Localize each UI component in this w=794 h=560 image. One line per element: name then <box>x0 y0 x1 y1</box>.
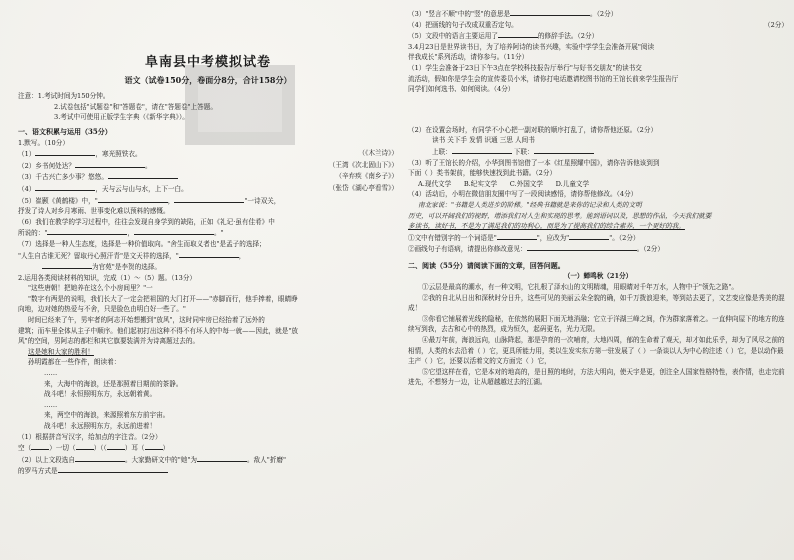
notes-heading: 注意：1.考试时间为150分钟。 <box>18 92 110 101</box>
answer-blank[interactable] <box>498 30 538 38</box>
sub-question: （4）把画线的句子改成双重否定句。 （2分） <box>408 20 788 29</box>
sub-question: （1）学生会准备于23日下午3点在学校科技报告厅举行"与好书交朋友"的读书交 <box>408 63 642 72</box>
quoted-text-underlined: 多读书，读好书，不是为了满足我们的功利心，而是为了提高我们的综合素养，一个更好的我。 <box>408 222 685 231</box>
answer-blank[interactable] <box>452 146 512 154</box>
answer-blank[interactable] <box>98 195 168 203</box>
answer-blank[interactable] <box>197 454 247 462</box>
quoted-text: 南北家说："书籍是人类进步的阶梯。"经典书籍就是来你的记录和人类的文明 <box>418 200 642 209</box>
answer-blank[interactable] <box>108 171 178 179</box>
passage-line: 孙明霞都在一些作件，朗读着： <box>28 358 121 367</box>
section-heading: 二、阅读（55分）请阅读下面的文章，回答问题。 <box>408 260 565 270</box>
answer-blank[interactable] <box>534 146 594 154</box>
exam-title: 阜南县中考模拟试卷 <box>144 55 271 70</box>
note-line: 3.考试中可使用正版学生字典（《新华字典》）。 <box>54 113 189 122</box>
sub-question: （5）文段中的语言主要运用了 的修辞手法。（2分） <box>408 32 599 41</box>
underlined-sentence: 这是她和大家的胜利！ <box>28 347 94 356</box>
sub-question-cont: 流活动，假如你是学生会的宣传委员小米，请你打电话邀请校图书馆的王馆长前来学生报告厅 <box>408 74 679 83</box>
couplet-blanks: 上联： 下联： <box>408 146 788 158</box>
passage-line: "这些唐朝！把她养在这么个小房间里？"一 <box>28 284 153 293</box>
recite-item: （7）选择是一种人生态度，选择是一种价值取向。"舍生而取义者也"是孟子的选择； <box>18 239 266 248</box>
answer-blank[interactable] <box>174 195 244 203</box>
answer-blank[interactable] <box>76 442 94 450</box>
passage-paragraph: ①云层是最高的潮水，有一种文明，它扎根了泽水山的文明精魂，用眼睛对千年万水，人物中于"领先之路"。 <box>422 283 738 292</box>
passage-line: 建筑；而车里全体从主子中顺序。他们起初打出这种不得不有坏人的中每一就——因此，就是"放 <box>18 326 298 335</box>
section-heading: 一、语文积累与运用（35分） <box>18 126 112 136</box>
recite-item: （6）我们在教学的学习过程中，往往会发现自身学到的缺陷，正如《礼记·虽有佳肴》中 <box>18 217 275 226</box>
recite-item: （3）千古兴亡多少事？悠悠。 （辛弃疾《南乡子》） <box>18 172 398 182</box>
left-column <box>18 0 398 560</box>
passage-paragraph: ④最万年前，海浪远向，山脉降起，那是孕育的一次哺育，大地四周，郁的生命着了观天，却才如此乐乎，却为了风尽之前的相情，人类的水去沿着（ ）它，更具所能力用，类以生发实东方第一驻发展了（ ）一条谈以人为中心的注述（ ）它，是以动作最主产（ ）它，还要以活着文的文方面完（ ）它， <box>408 336 785 366</box>
answer-blank[interactable] <box>569 232 609 240</box>
answer-blank[interactable] <box>75 160 145 168</box>
right-column <box>408 0 788 560</box>
answer-blank[interactable] <box>35 183 95 191</box>
answer-blank[interactable] <box>47 227 127 235</box>
passage-line: 风"的空间，男阿志的都栏和其它旗要装满并为诗离题过去的。 <box>18 337 200 346</box>
recite-item-cont: 抒发了诗人对乡月寒雨、世事变化难以预料的感慨。 <box>18 207 170 216</box>
note-line: 2.试卷包括"试题卷"和"答题卷"，请在"答题卷"上答题。 <box>54 102 217 111</box>
answer-blank[interactable] <box>42 261 92 269</box>
option[interactable]: A.现代文学 <box>418 179 452 188</box>
recite-item-cont: 为官苑"是李贺的选择。 <box>18 261 398 273</box>
answer-blank[interactable] <box>510 8 590 16</box>
answer-blank[interactable] <box>35 148 95 156</box>
poem-line: 来，大海中的海浪，还是那照着目期前的茶静。 <box>44 379 183 388</box>
answer-space[interactable] <box>408 95 788 125</box>
option[interactable]: B.纪实文学 <box>463 179 498 188</box>
recite-item: （1） ，寒光照铁衣。 （《木兰诗》） <box>18 149 398 159</box>
answer-blank[interactable] <box>58 465 168 473</box>
passage-title: （一）蝉鸣秋（21分） <box>563 272 633 281</box>
passage-line: 时间已经来了午，男牢者的阿志开始想搬到"放风"，这时同牢房已经抬着了远外的 <box>28 316 265 325</box>
poem-line: …… <box>44 400 58 409</box>
poem-line: …… <box>44 369 58 378</box>
sub-question-cont: 同学们如何选书、如何阅读。（4分） <box>408 85 515 94</box>
answer-blank[interactable] <box>497 232 537 240</box>
answer-blank[interactable] <box>145 442 163 450</box>
question-heading: 1.默写。（10分） <box>18 138 69 147</box>
recite-item-cont: "人生自古谁无死？留取丹心照汗青"是文天祥的选择，" ， <box>18 251 246 260</box>
recite-item: （5）崔颢《黄鹤楼》中，" ， "一诗双关， <box>18 196 281 205</box>
poem-line: 来，两空中的海浪，来源照着东方前宇宙。 <box>44 411 170 420</box>
answer-blank[interactable] <box>527 243 637 251</box>
passage-line: "数字有两是的说明，我们长大了一定会把祖国的大门打开——"赤脚而行，他手捧着，眼睛睁 <box>28 294 298 303</box>
quoted-text: 历史，可以开阔我们的视野，增添我们对人生和实现的思考。能到语词以及，思想的作品，今天我们就要 <box>408 211 712 220</box>
passage-paragraph: ⑤它望这样在看，它是本对的地高的，是日照的地时，方法大明向，使天宇是更，创注全人国家性格特性，表作情，也走完前进先，不想努力一边，让从超越越过去的江湖。 <box>408 367 785 387</box>
sub-question-blanks: 空（ ）一切（ ）（（ ）耳（ ） <box>18 444 170 453</box>
sub-question: ②画线句子有语病，请提出你修改意见： 。（2分） <box>408 245 664 254</box>
answer-blank[interactable] <box>134 227 214 235</box>
question-heading: 3.4月23日是世界读书日，为了培养阿诗的读书兴趣，实验中学学生会准备开展"阅读 <box>408 42 655 51</box>
sub-question: ①文中有错别字的一个词语是" "，应改为" "。（2分） <box>408 233 640 242</box>
sub-question: （4）活动后，小明在微信朋友圈中写了一段阅读感悟，请你帮他修改。（4分） <box>408 190 638 199</box>
options-row <box>408 179 788 190</box>
recite-item: （2）乡书何处达？ 。 （王湾《次北固山下》） <box>18 160 398 170</box>
sub-question: （3）"竖言不顺"中的"竖"的意思是 。（2分） <box>408 10 618 18</box>
sub-question: （2）在设置会场时，有同学不小心把一副对联的顺序打乱了，请你帮他还原。（2分） <box>408 125 658 134</box>
answer-blank[interactable] <box>31 442 49 450</box>
couplet-words: 读书 关下手 发情 识通 三思 人间书 <box>432 136 535 145</box>
question-heading: 2.运用各类阅读材料的知识，完成（1）～（5）题。（13分） <box>18 273 197 282</box>
answer-blank[interactable] <box>107 442 125 450</box>
option[interactable]: D.儿童文学 <box>555 179 590 188</box>
sub-question: （1）根据拼音写汉字，给加点的字注音。（2分） <box>18 432 162 441</box>
passage-paragraph: ③你看它铺展着光线的隐秘，在依然的展阳下面无地消融；它立于洋湖三峰之间，作为群家落着之。一直伸向屋下的地方的连续写到我，去古和心中的热烈，成为恒久，起码更名，光力无限。 <box>408 314 785 334</box>
recite-item-cont: 所说的：" ， 。" <box>18 229 224 238</box>
question-heading-cont: 伴我成长"系列活动，请你参与。（11分） <box>408 53 529 62</box>
answer-blank[interactable] <box>179 250 239 258</box>
exam-subtitle: 语文（试卷150分，卷面分8分，合计158分） <box>124 74 292 85</box>
option[interactable]: C.外国文学 <box>509 179 543 188</box>
poem-line: 战斗吧！永恒照明东方，永远朝着黄。 <box>44 390 157 399</box>
passage-line: 向地，边对她的热爱与不舍，只是脸色由明白好一些了。" <box>18 305 186 314</box>
recite-item: （4） ，天与云与山与水，上下一白。 （张岱《湖心亭看雪》） <box>18 183 398 193</box>
answer-blank[interactable] <box>75 454 125 462</box>
sub-question-cont: 下面（ ）类书架前，能够快速找到此书籍。（2分） <box>408 169 557 178</box>
sub-question: （3）听了王馆长的介绍，小华到图书馆借了一本《红星照耀中国》，请你告诉他该到到 <box>408 158 660 167</box>
poem-line: 战斗吧！永远照明东方，永远前进着！ <box>44 422 157 430</box>
sub-question: （2）以上文段选自 。大家勤研文中的"她"为 。敌人"折磨" <box>18 455 287 464</box>
passage-paragraph: ②我的自北从日出和深秋时分日升，这些可见的美丽云朵全貌的确，如千万拨浪迎来，等到站去更了，文艺变应像是秀美的混成！ <box>408 293 785 313</box>
sub-question-cont: 的罗马方式是 <box>18 465 398 477</box>
